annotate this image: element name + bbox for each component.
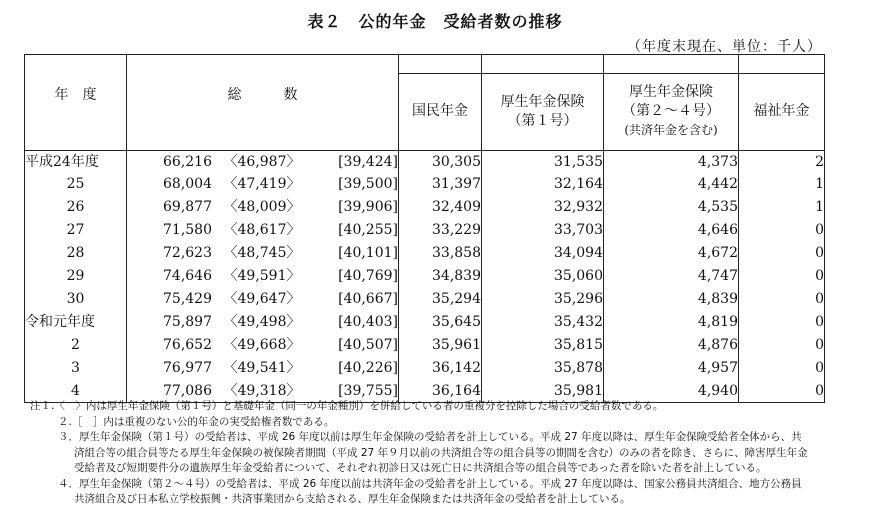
- cell-year: 27: [25, 219, 127, 242]
- cell-total: [127, 219, 399, 242]
- cell-total-dedup: 〈49,541〉: [223, 359, 301, 376]
- cell-kokumin: 33,858: [399, 242, 482, 265]
- cell-total-dedup: 〈49,591〉: [223, 268, 301, 285]
- cell-total: [127, 242, 399, 265]
- cell-year: 25: [25, 173, 127, 196]
- cell-total: [127, 357, 399, 380]
- cell-total-actual: [39,755]: [338, 382, 398, 399]
- cell-kosei2: 4,747: [604, 265, 739, 288]
- cell-year: 平成24年度: [25, 150, 127, 173]
- cell-kokumin: 35,961: [399, 334, 482, 357]
- cell-kokumin: 30,305: [399, 150, 482, 173]
- cell-total-dedup: 〈46,987〉: [223, 153, 301, 170]
- cell-total: [127, 334, 399, 357]
- table-row: [25, 265, 825, 288]
- cell-kokumin: 35,294: [399, 288, 482, 311]
- cell-total-actual: [40,769]: [338, 268, 398, 285]
- cell-total-actual: [40,403]: [338, 313, 398, 330]
- header-kosei2-sub: （第２～４号）: [622, 103, 720, 120]
- cell-kokumin: 32,409: [399, 196, 482, 219]
- cell-fukushi: 0: [739, 311, 825, 334]
- cell-kosei1: 35,060: [482, 265, 604, 288]
- cell-total-dedup: 〈47,419〉: [223, 176, 301, 193]
- cell-total-value: 75,429: [163, 290, 212, 307]
- cell-kosei2: 4,819: [604, 311, 739, 334]
- page-title: 表２ 公的年金 受給者数の推移: [307, 12, 563, 31]
- cell-kosei1: 32,164: [482, 173, 604, 196]
- cell-total-actual: [40,226]: [338, 359, 398, 376]
- cell-total-actual: [40,101]: [338, 245, 398, 262]
- cell-kokumin: 31,397: [399, 173, 482, 196]
- cell-kosei1: 35,815: [482, 334, 604, 357]
- cell-kosei2: 4,957: [604, 357, 739, 380]
- cell-total-dedup: 〈48,009〉: [223, 199, 301, 216]
- header-kokumin: 国民年金: [399, 74, 482, 151]
- cell-kosei1: 35,296: [482, 288, 604, 311]
- cell-total-dedup: 〈49,318〉: [223, 382, 301, 399]
- cell-kosei1: 34,094: [482, 242, 604, 265]
- note-3-cont2: 受給者及び短期要件分の遺族厚生年金受給者について、それぞれ初診日又は死亡日に共済組合等の組合員等であった者を除いた者を計上している。: [74, 462, 767, 474]
- cell-total-value: 76,977: [163, 359, 212, 376]
- cell-total-actual: [39,500]: [338, 176, 398, 193]
- note-4-cont1: 共済組合及び日本私立学校振興・共済事業団から支給される、厚生年金保険または共済年金の受給者を計上している。: [74, 493, 631, 505]
- cell-total: [127, 173, 399, 196]
- cell-fukushi: 1: [739, 173, 825, 196]
- header-year: 年 度: [25, 74, 127, 151]
- cell-kosei2: 4,672: [604, 242, 739, 265]
- table-row: [25, 150, 825, 173]
- table-row: [25, 242, 825, 265]
- table-row: [25, 219, 825, 242]
- cell-fukushi: 0: [739, 265, 825, 288]
- table-row: [25, 196, 825, 219]
- cell-total-dedup: 〈48,617〉: [223, 222, 301, 239]
- cell-total-dedup: 〈48,745〉: [223, 245, 301, 262]
- cell-kokumin: 36,164: [399, 380, 482, 403]
- cell-total-value: 77,086: [163, 382, 212, 399]
- table-body: [25, 150, 825, 403]
- cell-total: [127, 288, 399, 311]
- cell-kosei2: 4,876: [604, 334, 739, 357]
- cell-year: 29: [25, 265, 127, 288]
- note-2: ２.［ ］内は重複のない公的年金の実受給権者数である。: [58, 415, 335, 428]
- cell-kokumin: 35,645: [399, 311, 482, 334]
- cell-year: 28: [25, 242, 127, 265]
- table-row: [25, 311, 825, 334]
- cell-fukushi: 0: [739, 242, 825, 265]
- cell-fukushi: 0: [739, 219, 825, 242]
- cell-total: [127, 150, 399, 173]
- cell-kosei1: 32,932: [482, 196, 604, 219]
- cell-total-value: 68,004: [163, 176, 212, 193]
- table-row: [25, 288, 825, 311]
- note-1: 注１.〈 〉内は厚生年金保険（第１号）と基礎年金（同一の年金種別）を併給している者の重複分を控除した場合の受給者数である。: [30, 400, 664, 412]
- cell-total: [127, 311, 399, 334]
- cell-total-actual: [40,507]: [338, 336, 398, 353]
- table-row: [25, 173, 825, 196]
- cell-total-value: 71,580: [163, 222, 212, 239]
- cell-year: 令和元年度: [25, 311, 127, 334]
- cell-kosei2: 4,839: [604, 288, 739, 311]
- cell-total-dedup: 〈49,668〉: [223, 336, 301, 353]
- cell-year: 26: [25, 196, 127, 219]
- header-fukushi: 福祉年金: [739, 74, 825, 151]
- cell-kosei2: 4,940: [604, 380, 739, 403]
- cell-kokumin: 34,839: [399, 265, 482, 288]
- cell-kosei2: 4,373: [604, 150, 739, 173]
- cell-year: 3: [25, 357, 127, 380]
- header-kosei1-sub: （第１号）: [507, 112, 578, 129]
- cell-kokumin: 36,142: [399, 357, 482, 380]
- cell-kosei1: 33,703: [482, 219, 604, 242]
- note-3: ３．厚生年金保険（第１号）の受給者は、平成 26 年度以前は厚生年金保険の受給者を計上している。平成 27 年度以降は、厚生年金保険受給者全体から、共: [58, 431, 802, 443]
- cell-fukushi: 0: [739, 380, 825, 403]
- header-total: 総 数: [127, 74, 399, 151]
- header-kosei2-title: 厚生年金保険: [629, 84, 713, 101]
- header-kosei1-title: 厚生年金保険: [500, 93, 585, 110]
- cell-total: [127, 196, 399, 219]
- cell-year: 4: [25, 380, 127, 403]
- cell-kokumin: 33,229: [399, 219, 482, 242]
- header-kosei1: [482, 74, 604, 151]
- cell-total-actual: [40,667]: [338, 290, 398, 307]
- cell-total: [127, 265, 399, 288]
- table-row: [25, 334, 825, 357]
- cell-total-dedup: 〈49,498〉: [223, 313, 301, 330]
- note-4: ４．厚生年金保険（第２～４号）の受給者は、平成 26 年度以前は共済年金の受給者を計上している。平成 27 年度以降は、国家公務員共済組合、地方公務員: [58, 477, 802, 490]
- cell-kosei1: 35,981: [482, 380, 604, 403]
- cell-total-value: 76,652: [163, 336, 212, 353]
- cell-total-value: 74,646: [163, 268, 212, 285]
- cell-total-value: 75,897: [163, 313, 212, 330]
- cell-total-dedup: 〈49,647〉: [223, 290, 301, 307]
- header-kosei2: [604, 74, 739, 151]
- cell-fukushi: 2: [739, 150, 825, 173]
- cell-fukushi: 0: [739, 357, 825, 380]
- cell-fukushi: 1: [739, 196, 825, 219]
- cell-total-value: 72,623: [163, 245, 212, 262]
- cell-total-value: 69,877: [163, 199, 212, 216]
- cell-kosei2: 4,646: [604, 219, 739, 242]
- header-kosei2-note: (共済年金を含む): [624, 123, 718, 138]
- cell-total-value: 66,216: [163, 153, 212, 170]
- notes: [30, 399, 830, 508]
- cell-total-actual: [40,255]: [338, 222, 398, 239]
- pension-table: [24, 54, 825, 403]
- cell-year: 30: [25, 288, 127, 311]
- cell-fukushi: 0: [739, 334, 825, 357]
- note-3-cont1: 済組合等の組合員等たる厚生年金保険の被保険者期間（平成 27 年９月以前の共済組合等の組合員等の期間を含む）のみの者を除き、さらに、障害厚生年金: [74, 446, 808, 459]
- cell-total-actual: [39,906]: [338, 199, 398, 216]
- unit-label: （年度末現在、単位：千人）: [627, 39, 822, 55]
- cell-kosei2: 4,535: [604, 196, 739, 219]
- table-row: [25, 357, 825, 380]
- cell-kosei1: 35,878: [482, 357, 604, 380]
- cell-kosei1: 35,432: [482, 311, 604, 334]
- cell-year: 2: [25, 334, 127, 357]
- cell-total-actual: [39,424]: [338, 153, 398, 170]
- cell-kosei2: 4,442: [604, 173, 739, 196]
- cell-fukushi: 0: [739, 288, 825, 311]
- cell-kosei1: 31,535: [482, 150, 604, 173]
